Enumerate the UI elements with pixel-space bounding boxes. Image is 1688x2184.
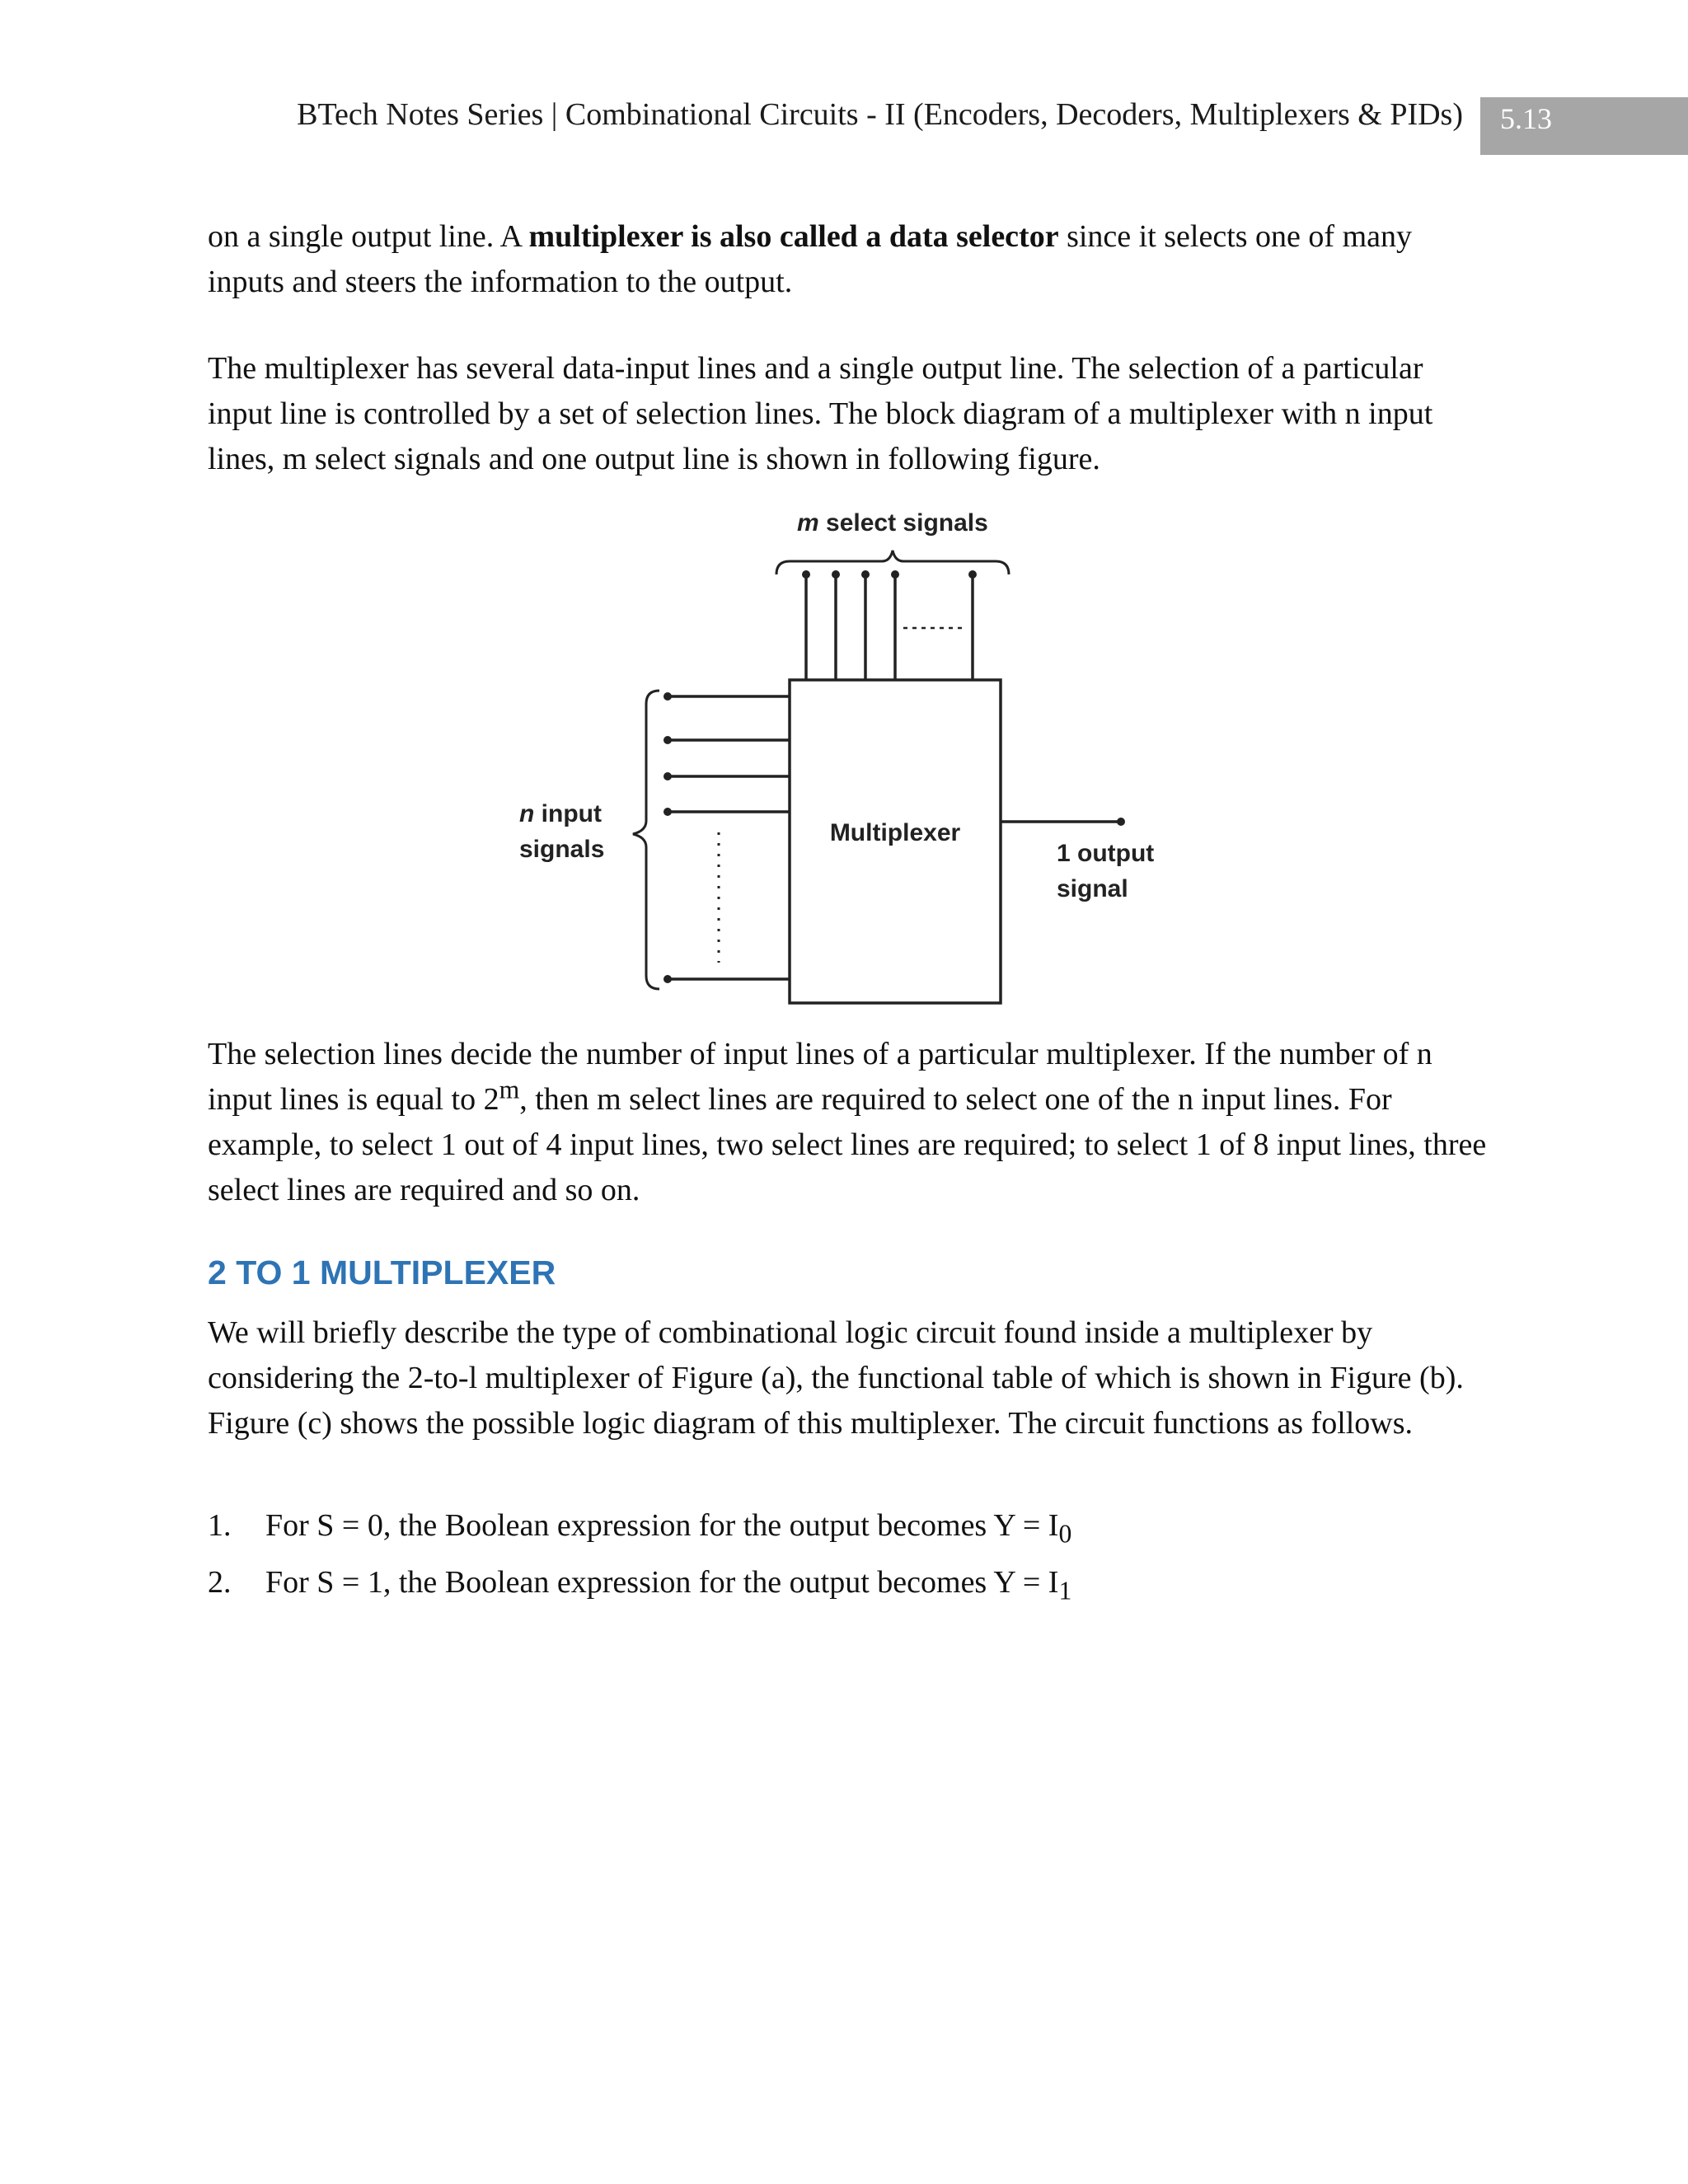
input-label-rest: input	[534, 800, 602, 827]
paragraph-selection-lines	[208, 1032, 1493, 1213]
paragraph-intro-bold: multiplexer is also called a data selector	[528, 219, 1059, 254]
list-item-text: For S = 1, the Boolean expression for the output becomes Y = I	[265, 1565, 1059, 1600]
paragraph-selection-start: The selection lines decide the number of input lines of a particular multiplexer. If the number of n input lines is equal to 2	[208, 1037, 1432, 1117]
header-title: BTech Notes Series | Combinational Circuits - II (Encoders, Decoders, Multiplexers & PIDs)	[297, 97, 1463, 132]
output-line-dot	[1117, 818, 1125, 826]
page-number-badge: 5.13	[1480, 97, 1688, 155]
select-label-rest: select signals	[818, 509, 988, 537]
output-signal-label-line2: signal	[1057, 875, 1128, 902]
paragraph-intro	[208, 214, 1493, 305]
input-label-n: n	[519, 800, 535, 827]
list-item-subscript: 1	[1058, 1576, 1072, 1605]
list-item-number: 2.	[208, 1565, 232, 1600]
multiplexer-block-diagram	[495, 494, 1203, 1022]
select-label-m: m	[797, 509, 819, 537]
list-item	[208, 1503, 1362, 1549]
paragraph-intro-start: on a single output line. A	[208, 219, 529, 254]
list-item-number: 1.	[208, 1508, 232, 1543]
input-brace	[633, 691, 659, 989]
output-signal-label-line1: 1 output	[1057, 840, 1155, 867]
input-signals-label-line2: signals	[519, 836, 605, 863]
paragraph-description: The multiplexer has several data-input lines and a single output line. The selection of a particular input line is controlled by a set of selection lines. The block diagram of a multiplexer with n input lines, m select signals and one output line is shown in following figure.	[208, 351, 1433, 476]
input-line-dots	[663, 692, 672, 983]
select-signals-label	[797, 509, 988, 537]
paragraph-selection-end: , then m select lines are required to select one of the n input lines. For example, to select 1 out of 4 input lines, two select lines are required; to select 1 of 8 input lines, three select lines are required and so on.	[208, 1082, 1487, 1207]
paragraph-intro-end: since it selects one of many inputs and steers the information to the output.	[208, 219, 1413, 299]
list-item	[208, 1560, 1362, 1605]
input-signals-label-line1	[519, 800, 602, 827]
select-line-dots	[802, 570, 977, 579]
input-lines	[668, 696, 790, 979]
list-item-text: For S = 0, the Boolean expression for the output becomes Y = I	[265, 1508, 1059, 1543]
list-item-subscript: 0	[1058, 1519, 1072, 1549]
superscript-m: m	[499, 1075, 520, 1104]
section-heading: 2 TO 1 MULTIPLEXER	[208, 1254, 556, 1291]
multiplexer-label: Multiplexer	[829, 819, 961, 846]
select-lines	[806, 574, 973, 680]
paragraph-2to1-intro: We will briefly describe the type of combinational logic circuit found inside a multiplexer by considering the 2-to-l multiplexer of Figure (a), the functional table of which is shown in Figure (b). Figure (c) shows the possible logic diagram of this multiplexer. The circuit functions as follows.	[208, 1315, 1464, 1441]
